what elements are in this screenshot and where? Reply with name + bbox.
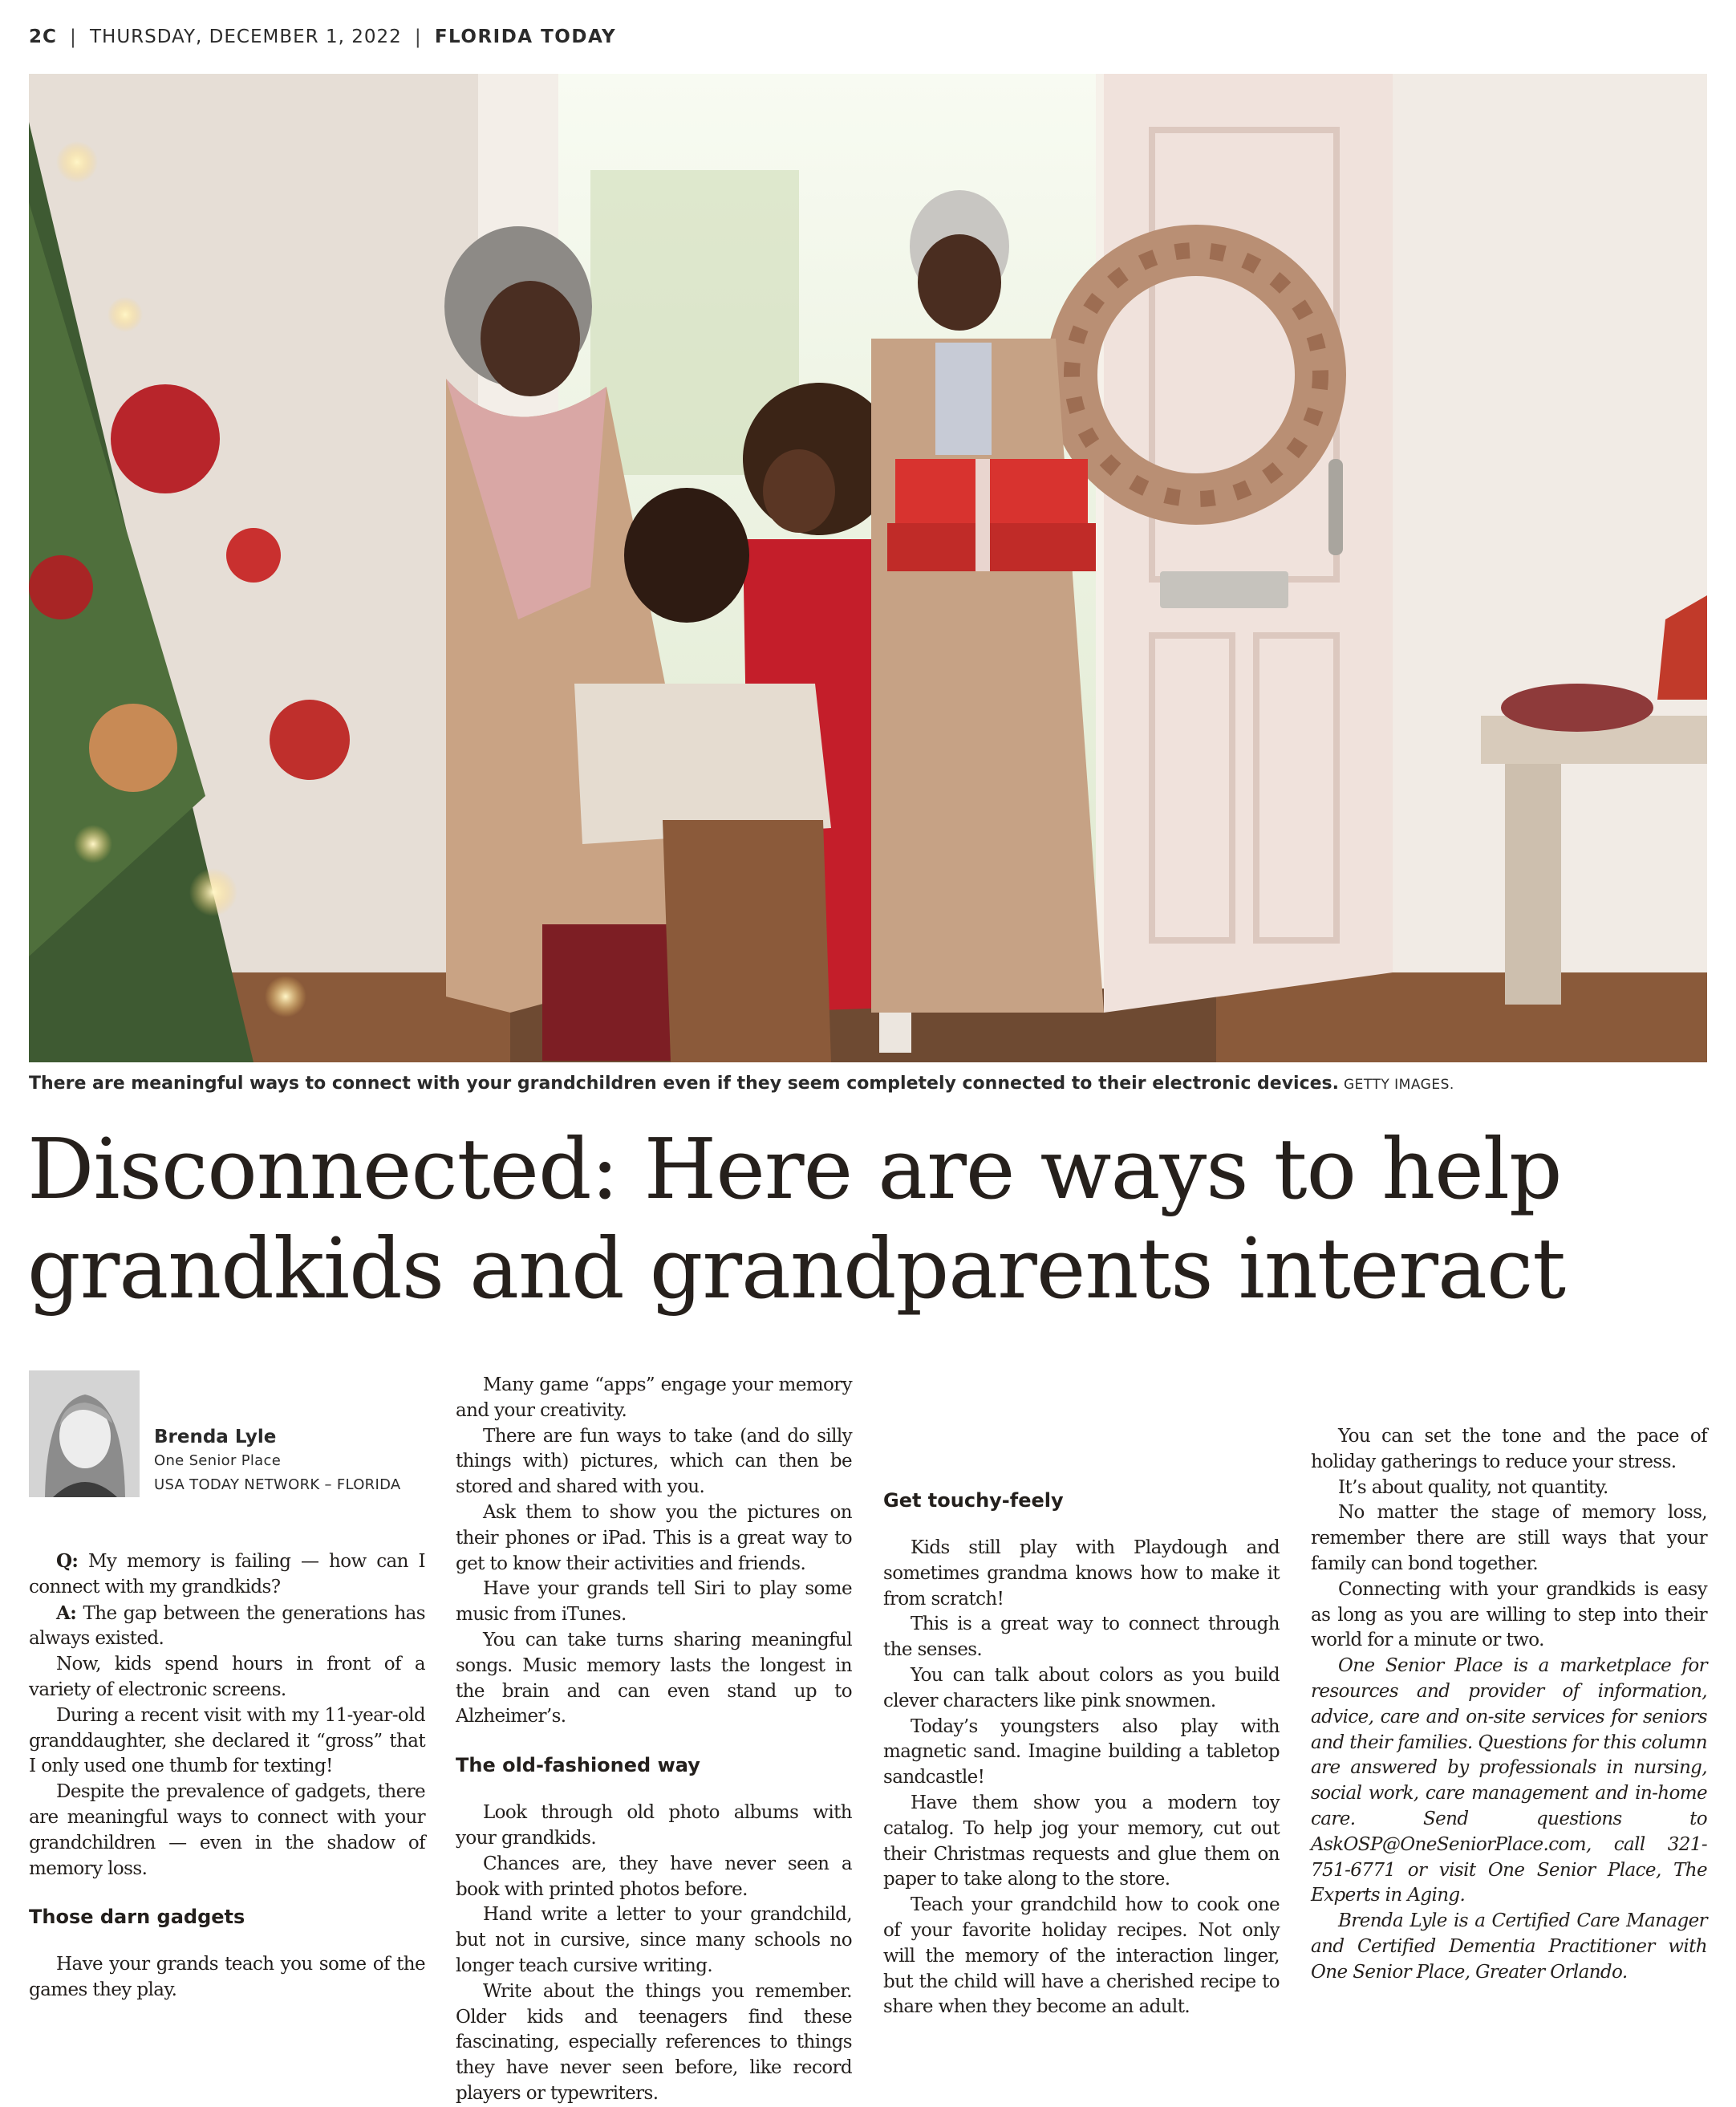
body-paragraph: Now, kids spend hours in front of a variety of electronic screens. — [29, 1654, 425, 1700]
continued-text-spacer — [1311, 1373, 1707, 1424]
body-paragraph: Hand write a letter to your grandchild, but not in cursive, since many schools no longer teach cursive writing. — [456, 1904, 852, 1976]
page-number: 2C — [29, 26, 57, 47]
headline — [27, 1119, 1720, 1318]
body-paragraph: Ask them to show you the pictures on their phones or iPad. This is a great way to get to know their activities and friends. — [456, 1501, 852, 1574]
headline-line-1: Disconnected: Here are ways to help — [27, 1120, 1562, 1218]
tagline-paragraph: One Senior Place is a marketplace for resources and provider of information, advice, care and on-site services for seniors and their families. Questions for this column are answered by professionals in nursing, social work, care management and in-home care. Send questions to AskOSP@OneSeniorPlace.com, call 321-751-6771 or visit One Senior Place, The Experts in Aging. — [1311, 1655, 1707, 1906]
answer-text: The gap between the generations has always existed. — [29, 1602, 425, 1650]
folio-divider: | — [414, 26, 422, 48]
body-paragraph: No matter the stage of memory loss, remember there are still ways that your family can bond together. — [1311, 1502, 1707, 1574]
body-paragraph: There are fun ways to take (and do silly things with) pictures, which can then be stored and shared with you. — [456, 1425, 852, 1498]
body-paragraph: Many game “apps” engage your memory and your creativity. — [456, 1374, 852, 1421]
author-network: USA TODAY NETWORK – FLORIDA — [154, 1476, 401, 1493]
author-bio-paragraph: Brenda Lyle is a Certified Care Manager and Certified Dementia Practitioner with One Senior Place, Greater Orlando. — [1311, 1910, 1707, 1983]
byline-text — [154, 1425, 401, 1497]
body-paragraph: Kids still play with Playdough and sometimes grandma knows how to make it from scratch! — [883, 1537, 1280, 1610]
article-column-2 — [456, 1373, 852, 2107]
photo-caption — [29, 1072, 1707, 1097]
body-paragraph: Look through old photo albums with your grandkids. — [456, 1802, 852, 1849]
caption-text: There are meaningful ways to connect with your grandchildren even if they seem completely connected to their electronic devices. — [29, 1074, 1339, 1094]
question-label: Q: — [56, 1550, 79, 1572]
lead-photo — [29, 74, 1707, 1062]
continued-text-spacer — [883, 1373, 1280, 1475]
body-paragraph: You can take turns sharing meaningful songs. Music memory lasts the longest in the brain and can even stand up to Alzheimer’s. — [456, 1629, 852, 1727]
author-organization: One Senior Place — [154, 1452, 282, 1469]
body-paragraph: Chances are, they have never seen a book with printed photos before. — [456, 1853, 852, 1900]
body-paragraph-continued: Teach your grandchild how to cook one of your favorite holiday recipes. Not only will the memory of the interaction linger, but the child will have a cherished recipe to share when they become an adult. — [883, 1894, 1280, 2018]
publication-name: FLORIDA TODAY — [434, 26, 617, 47]
answer-paragraph — [29, 1601, 425, 1653]
subhead-gadgets: Those darn gadgets — [29, 1906, 245, 1929]
body-paragraph: Have your grands tell Siri to play some music from iTunes. — [456, 1578, 852, 1626]
body-paragraph: Have your grands teach you some of the games they play. — [29, 1954, 425, 2001]
body-paragraph: You can talk about colors as you build clever characters like pink snowmen. — [883, 1664, 1280, 1711]
body-paragraph: Today’s youngsters also play with magnetic sand. Imagine building a tabletop sandcastle! — [883, 1715, 1280, 1788]
question-paragraph — [29, 1549, 425, 1601]
article-column-1 — [29, 1549, 425, 2003]
folio-divider: | — [69, 26, 77, 48]
body-paragraph-continued: Write about the things you remember. Older kids and teenagers find these fascinating, especially references to things they have never seen before, like record players or typewriters. — [456, 1980, 852, 2104]
photo-credit: GETTY IMAGES. — [1344, 1077, 1454, 1093]
subhead-touchy-feely: Get touchy-feely — [883, 1489, 1064, 1512]
body-paragraph: You can set the tone and the pace of holiday gatherings to reduce your stress. — [1311, 1426, 1707, 1472]
byline — [29, 1370, 430, 1499]
issue-date: THURSDAY, DECEMBER 1, 2022 — [89, 26, 402, 47]
headline-line-2: grandkids and grandparents interact — [27, 1220, 1565, 1317]
author-headshot — [29, 1370, 140, 1497]
answer-label: A: — [56, 1602, 77, 1624]
article-column-3 — [883, 1373, 1280, 2020]
body-paragraph: Connecting with your grandkids is easy as long as you are willing to step into their world for a minute or two. — [1311, 1578, 1707, 1651]
article-column-4 — [1311, 1373, 1707, 1986]
body-paragraph: Despite the prevalence of gadgets, there are meaningful ways to connect with your grandchildren — even in the shadow of memory loss. — [29, 1781, 425, 1879]
body-paragraph: It’s about quality, not quantity. — [1338, 1476, 1608, 1498]
family-hug-illustration — [29, 74, 1707, 1062]
question-text: My memory is failing — how can I connect with my grandkids? — [29, 1551, 425, 1598]
body-paragraph: Have them show you a modern toy catalog. To help jog your memory, cut out their Christmas requests and glue them on paper to take along to the store. — [883, 1792, 1280, 1890]
body-paragraph: This is a great way to connect through the senses. — [883, 1614, 1280, 1661]
folio — [29, 22, 616, 51]
subhead-old-fashioned: The old-fashioned way — [456, 1754, 700, 1777]
author-portrait-illustration — [29, 1370, 140, 1497]
body-paragraph: During a recent visit with my 11-year-old granddaughter, she declared it “gross” that I only used one thumb for texting! — [29, 1704, 425, 1777]
author-name: Brenda Lyle — [154, 1427, 277, 1447]
